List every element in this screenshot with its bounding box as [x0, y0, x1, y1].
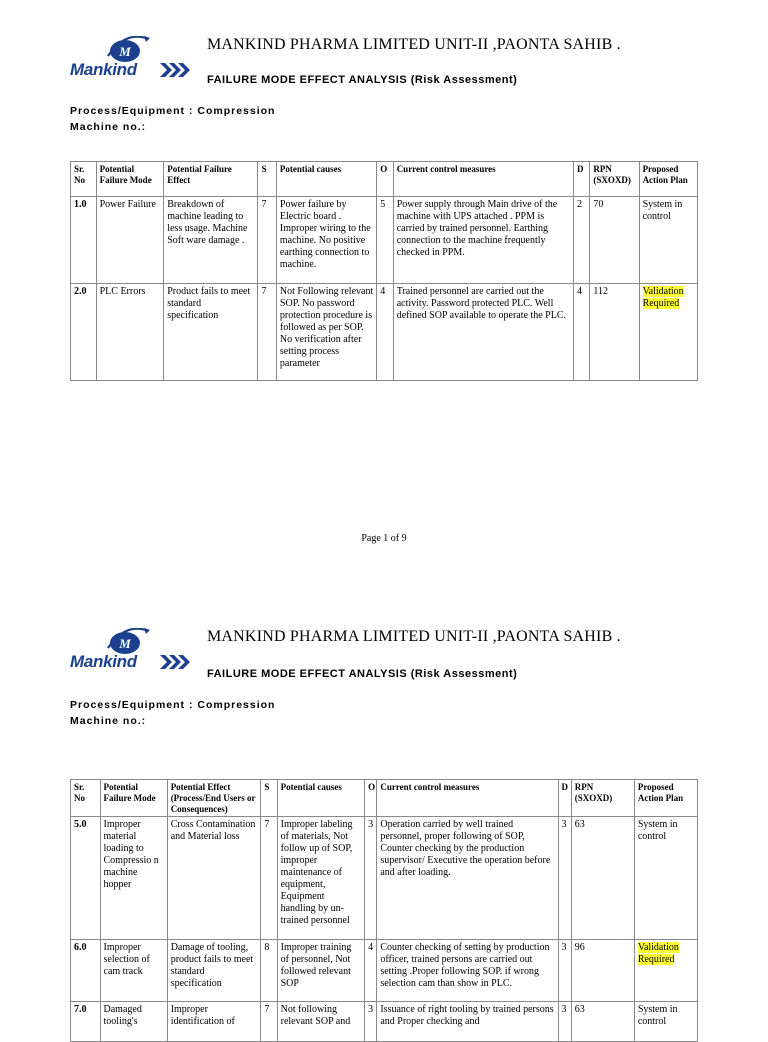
table-row	[71, 817, 698, 940]
table-header-row	[71, 162, 698, 197]
column-header: Potential Effect (Process/End Users or Consequences)	[167, 780, 261, 817]
process-label: Process/Equipment : Compression	[70, 105, 276, 117]
logo-mark: M	[119, 636, 131, 651]
machine-label: Machine no.:	[70, 715, 147, 727]
action-plan-cell	[634, 940, 697, 1002]
highlighted-action-plan: Validation Required	[642, 286, 684, 309]
rpn-cell: 96	[571, 940, 634, 1002]
failure-mode-cell: PLC Errors	[96, 284, 164, 381]
table-header-row	[71, 780, 698, 817]
action-plan-cell	[639, 284, 697, 381]
occurrence-cell: 3	[365, 817, 377, 940]
sr-no-cell: 5.0	[71, 817, 101, 940]
causes-cell: Not following relevant SOP and	[277, 1002, 365, 1042]
failure-effect-cell: Cross Contamination and Material loss	[167, 817, 261, 940]
column-header: O	[365, 780, 377, 817]
page-footer: Page 1 of 9	[361, 533, 407, 544]
page-2	[0, 592, 768, 1027]
sr-no-cell: 6.0	[71, 940, 101, 1002]
company-logo	[70, 36, 190, 86]
column-header: Current control measures	[393, 162, 573, 197]
company-logo	[70, 628, 190, 678]
column-header: Potential causes	[277, 780, 365, 817]
logo-chevrons-icon	[160, 655, 190, 669]
table-row	[71, 1002, 698, 1042]
severity-cell: 7	[258, 284, 276, 381]
failure-mode-cell: Power Failure	[96, 197, 164, 284]
failure-effect-cell: Damage of tooling, product fails to meet standard specification	[167, 940, 261, 1002]
column-header: RPN (SXOXD)	[590, 162, 639, 197]
rpn-cell: 63	[571, 1002, 634, 1042]
table-row	[71, 197, 698, 284]
controls-cell: Counter checking of setting by production officer, trained persons are carried out setting .Proper following SOP. if wrong selection cam than show in PLC.	[377, 940, 558, 1002]
table-row	[71, 284, 698, 381]
column-header: Sr. No	[71, 162, 97, 197]
occurrence-cell: 3	[365, 1002, 377, 1042]
column-header: Potential Failure Mode	[100, 780, 167, 817]
failure-mode-cell: Improper material loading to Compressio n machine hopper	[100, 817, 167, 940]
company-title: MANKIND PHARMA LIMITED UNIT-II ,PAONTA SAHIB .	[207, 628, 621, 645]
logo-wordmark: Mankind	[70, 652, 137, 671]
severity-cell: 7	[261, 1002, 277, 1042]
severity-cell: 7	[258, 197, 276, 284]
sr-no-cell: 1.0	[71, 197, 97, 284]
detection-cell: 3	[558, 940, 571, 1002]
failure-effect-cell: Improper identification of	[167, 1002, 261, 1042]
column-header: S	[258, 162, 276, 197]
rpn-cell: 63	[571, 817, 634, 940]
rpn-cell: 70	[590, 197, 639, 284]
action-plan-cell: System in control	[634, 817, 697, 940]
occurrence-cell: 4	[365, 940, 377, 1002]
column-header: Proposed Action Plan	[639, 162, 697, 197]
detection-cell: 2	[574, 197, 590, 284]
column-header: Potential Failure Mode	[96, 162, 164, 197]
action-plan-cell: System in control	[634, 1002, 697, 1042]
column-header: Proposed Action Plan	[634, 780, 697, 817]
causes-cell: Improper labeling of materials, Not follow up of SOP, improper maintenance of equipment, Equipment handling by un-trained personnel	[277, 817, 365, 940]
severity-cell: 8	[261, 940, 277, 1002]
column-header: Sr. No	[71, 780, 101, 817]
column-header: O	[377, 162, 393, 197]
failure-effect-cell: Breakdown of machine leading to less usage. Machine Soft ware damage .	[164, 197, 258, 284]
controls-cell: Operation carried by well trained personnel, proper following of SOP, Counter checking by the production supervisor/ Executive the operation before and after loading.	[377, 817, 558, 940]
controls-cell: Power supply through Main drive of the machine with UPS attached . PPM is carried by trained personnel. Earthing connection to the machine frequently checked in PPM.	[393, 197, 573, 284]
column-header: RPN (SXOXD)	[571, 780, 634, 817]
column-header: Current control measures	[377, 780, 558, 817]
logo-chevrons-icon	[160, 63, 190, 77]
column-header: Potential causes	[276, 162, 376, 197]
highlighted-action-plan: Validation Required	[637, 942, 679, 965]
column-header: S	[261, 780, 277, 817]
causes-cell: Power failure by Electric board . Improper wiring to the machine. No positive earthing connection to machine.	[276, 197, 376, 284]
machine-label: Machine no.:	[70, 121, 147, 133]
detection-cell: 4	[574, 284, 590, 381]
fmea-table-page-2	[70, 779, 698, 1042]
column-header: D	[558, 780, 571, 817]
occurrence-cell: 5	[377, 197, 393, 284]
rpn-cell: 112	[590, 284, 639, 381]
failure-mode-cell: Damaged tooling's	[100, 1002, 167, 1042]
sr-no-cell: 7.0	[71, 1002, 101, 1042]
occurrence-cell: 4	[377, 284, 393, 381]
logo-mark: M	[119, 44, 131, 59]
fmea-table-page-1	[70, 161, 698, 381]
sr-no-cell: 2.0	[71, 284, 97, 381]
document-subtitle: FAILURE MODE EFFECT ANALYSIS (Risk Assessment)	[207, 668, 518, 680]
column-header: Potential Failure Effect	[164, 162, 258, 197]
company-title: MANKIND PHARMA LIMITED UNIT-II ,PAONTA SAHIB .	[207, 36, 621, 53]
severity-cell: 7	[261, 817, 277, 940]
document-subtitle: FAILURE MODE EFFECT ANALYSIS (Risk Assessment)	[207, 74, 518, 86]
causes-cell: Improper training of personnel, Not followed relevant SOP	[277, 940, 365, 1002]
process-label: Process/Equipment : Compression	[70, 699, 276, 711]
column-header: D	[574, 162, 590, 197]
failure-mode-cell: Improper selection of cam track	[100, 940, 167, 1002]
controls-cell: Trained personnel are carried out the activity. Password protected PLC. Well defined SOP available to operate the PLC.	[393, 284, 573, 381]
action-plan-cell: System in control	[639, 197, 697, 284]
logo-wordmark: Mankind	[70, 60, 137, 79]
causes-cell: Not Following relevant SOP. No password protection procedure is followed as per SOP. No verification after setting process parameter	[276, 284, 376, 381]
detection-cell: 3	[558, 1002, 571, 1042]
table-row	[71, 940, 698, 1002]
controls-cell: Issuance of right tooling by trained persons and Proper checking and	[377, 1002, 558, 1042]
failure-effect-cell: Product fails to meet standard specification	[164, 284, 258, 381]
detection-cell: 3	[558, 817, 571, 940]
